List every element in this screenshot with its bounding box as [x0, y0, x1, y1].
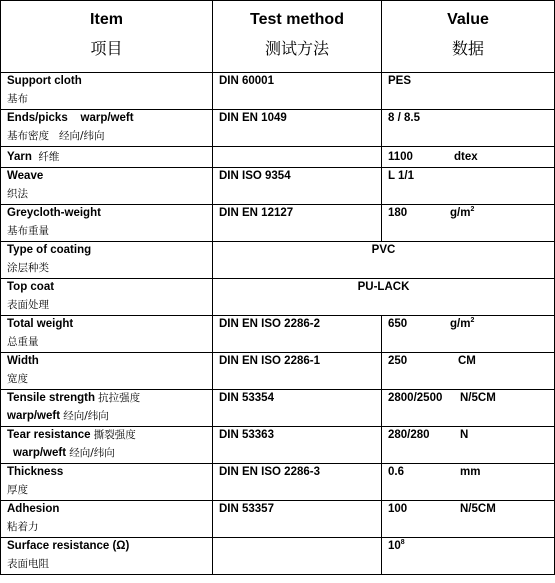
header-value: [382, 1, 555, 73]
header-item-zh: 项目: [90, 39, 123, 58]
value-unit: N/5CM: [460, 503, 496, 515]
value-unit: g/m: [450, 318, 471, 330]
header-value-zh: 数据: [451, 39, 484, 58]
value-number: 280/280: [388, 429, 430, 441]
item-en-extra: warp/weft: [80, 112, 134, 124]
item-en-sub: [1, 407, 212, 425]
value-text: 8 / 8.5: [388, 112, 420, 124]
item-zh: 基布重量: [7, 225, 49, 237]
header-item-en: Item: [90, 11, 123, 28]
method-text: DIN 53363: [219, 429, 274, 441]
value-cell: [382, 147, 555, 168]
row-adhesion: [1, 501, 555, 538]
row-type-of-coating: [1, 242, 555, 279]
value-text: [382, 538, 554, 555]
row-greycloth-weight: [1, 205, 555, 242]
value-number: 250: [388, 355, 408, 367]
value-unit: N: [460, 429, 469, 441]
method-cell: [213, 110, 382, 147]
header-row: [1, 1, 555, 73]
item-zh: 宽度: [7, 373, 28, 385]
item-zh: 厚度: [7, 484, 28, 496]
row-width: [1, 353, 555, 390]
value-text: [382, 501, 554, 518]
row-tensile-strength: [1, 390, 555, 427]
item-zh-main: 基布密度: [7, 130, 49, 142]
method-text: DIN 53357: [219, 503, 274, 515]
value-cell: [382, 73, 555, 110]
method-cell: [213, 427, 382, 464]
header-method-zh: 测试方法: [264, 39, 329, 58]
item-cell: [1, 205, 213, 242]
item-en-main: Ends/picks: [7, 112, 68, 124]
item-en: Weave: [7, 170, 44, 182]
method-cell: [213, 205, 382, 242]
item-en: [1, 110, 212, 127]
item-cell: [1, 147, 213, 168]
value-cell: [382, 501, 555, 538]
header-value-en: Value: [447, 11, 489, 28]
value-cell: [382, 316, 555, 353]
value-text: [382, 464, 554, 481]
merged-value: PU-LACK: [357, 281, 410, 293]
method-text: DIN 53354: [219, 392, 274, 404]
method-cell: [213, 316, 382, 353]
value-unit: dtex: [454, 151, 478, 163]
row-total-weight: [1, 316, 555, 353]
value-number: 650: [388, 318, 408, 330]
row-weave: [1, 168, 555, 205]
value-unit-sup: 2: [470, 317, 475, 324]
item-en-sub-text: warp/weft: [13, 447, 67, 459]
value-cell: [382, 427, 555, 464]
method-cell: [213, 353, 382, 390]
method-text: DIN EN ISO 2286-1: [219, 355, 320, 367]
value-unit: N/5CM: [460, 392, 496, 404]
item-zh: 表面电阻: [7, 558, 49, 570]
item-zh-sub: 经向/纬向: [63, 410, 109, 422]
item-cell: [1, 501, 213, 538]
item-en: Surface resistance (Ω): [7, 540, 130, 552]
item-en: Adhesion: [7, 503, 60, 515]
method-cell: [213, 73, 382, 110]
row-ends-picks: [1, 110, 555, 147]
value-text: [382, 353, 554, 370]
item-en: [1, 390, 212, 407]
item-cell: [1, 279, 213, 316]
method-cell: [213, 390, 382, 427]
item-en-main: Yarn: [7, 151, 32, 163]
item-zh: 基布: [7, 93, 28, 105]
value-number: 1100: [388, 151, 413, 163]
item-en: Type of coating: [7, 244, 92, 256]
method-text: DIN EN 12127: [219, 207, 294, 219]
item-en: Total weight: [7, 318, 74, 330]
value-text: [382, 390, 554, 407]
item-en: Top coat: [7, 281, 55, 293]
value-cell: [382, 538, 555, 575]
header-item: [1, 1, 213, 73]
item-zh: 总重量: [7, 336, 39, 348]
method-text: DIN EN 1049: [219, 112, 287, 124]
method-text: DIN EN ISO 2286-2: [219, 318, 320, 330]
method-cell: [213, 501, 382, 538]
item-zh-inline: 抗拉强度: [98, 392, 141, 404]
item-cell: [1, 464, 213, 501]
item-zh-sub: 经向/纬向: [69, 447, 115, 459]
merged-value: PVC: [371, 244, 396, 256]
value-exponent: 8: [400, 539, 405, 546]
item-en: Greycloth-weight: [7, 207, 101, 219]
value-unit: mm: [460, 466, 481, 478]
row-top-coat: [1, 279, 555, 316]
value-text: [382, 147, 554, 167]
merged-value-cell: [213, 279, 555, 316]
item-cell: [1, 242, 213, 279]
value-cell: [382, 168, 555, 205]
value-number: 2800/2500: [388, 392, 443, 404]
method-text: DIN EN ISO 2286-3: [219, 466, 320, 478]
value-unit-sup: 2: [470, 206, 475, 213]
item-cell: [1, 427, 213, 464]
method-cell: [213, 464, 382, 501]
method-cell: [213, 538, 382, 575]
method-cell: [213, 147, 382, 168]
value-unit: g/m: [450, 207, 471, 219]
value-number: 10: [388, 540, 401, 552]
item-cell: [1, 168, 213, 205]
value-cell: [382, 205, 555, 242]
merged-value-cell: [213, 242, 555, 279]
value-text: PES: [388, 75, 412, 87]
item-cell: [1, 390, 213, 427]
value-text: [382, 205, 554, 222]
item-zh-inline: 撕裂强度: [93, 429, 136, 441]
value-unit: CM: [458, 355, 476, 367]
row-tear-resistance: [1, 427, 555, 464]
row-yarn: [1, 147, 555, 168]
item-cell: [1, 110, 213, 147]
item-en-sub-text: warp/weft: [7, 410, 61, 422]
value-cell: [382, 390, 555, 427]
item-en-main: Tensile strength: [7, 392, 95, 404]
item-en-sub: [1, 444, 212, 462]
item-zh: 粘着力: [7, 521, 39, 533]
value-cell: [382, 110, 555, 147]
item-en: Width: [7, 355, 39, 367]
method-text: DIN ISO 9354: [219, 170, 291, 182]
item-cell: [1, 538, 213, 575]
item-en: [1, 427, 212, 444]
row-thickness: [1, 464, 555, 501]
value-text: [382, 316, 554, 333]
value-number: 0.6: [388, 466, 404, 478]
item-zh: 表面处理: [7, 299, 49, 311]
method-cell: [213, 168, 382, 205]
header-method: [213, 1, 382, 73]
item-en: Thickness: [7, 466, 64, 478]
item-en: [1, 147, 212, 167]
value-number: 100: [388, 503, 408, 515]
row-surface-resistance: [1, 538, 555, 575]
item-zh: [1, 127, 212, 145]
value-cell: [382, 464, 555, 501]
item-cell: [1, 73, 213, 110]
value-number: 180: [388, 207, 408, 219]
item-en-main: Tear resistance: [7, 429, 91, 441]
item-zh: 织法: [7, 188, 28, 200]
value-cell: [382, 353, 555, 390]
header-method-en: Test method: [250, 11, 344, 28]
item-cell: [1, 316, 213, 353]
item-zh: 纤维: [38, 151, 60, 163]
item-zh-extra: 经向/纬向: [59, 130, 105, 142]
value-text: L 1/1: [388, 170, 414, 182]
value-text: [382, 427, 554, 444]
row-support-cloth: [1, 73, 555, 110]
item-cell: [1, 353, 213, 390]
method-text: DIN 60001: [219, 75, 274, 87]
item-en: Support cloth: [7, 75, 82, 87]
item-zh: 涂层种类: [7, 262, 49, 274]
